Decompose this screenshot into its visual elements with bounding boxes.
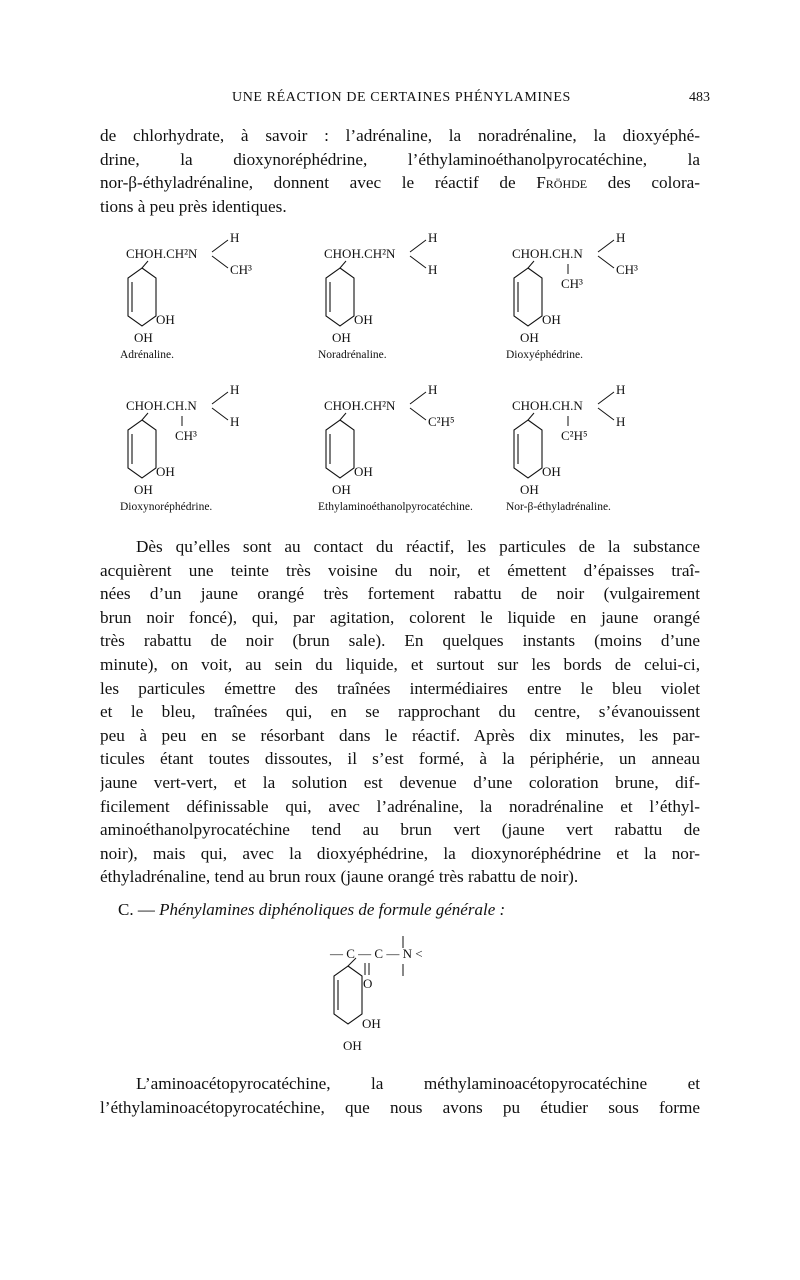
structure-drawing: [120, 228, 310, 363]
text-line: et le bleu, traînées qui, en se rapprochant du centre, s’évanouissent: [100, 702, 700, 722]
section-title: Phénylamines diphénoliques de formule générale :: [159, 900, 506, 919]
side-chain: CHOH.CH²N: [126, 246, 198, 261]
formula-caption: Dioxynoréphédrine.: [120, 501, 213, 513]
text-segment: nor-β-éthyladrénaline, donnent avec le réactif de: [100, 173, 516, 193]
structure-drawing: [506, 228, 696, 363]
formula-noradrenaline: [318, 228, 508, 363]
side-chain: CHOH.CH²N: [324, 398, 396, 413]
branch-substituent: C²H⁵: [561, 428, 588, 443]
text-line: ficilement définissable qui, avec l’adrénaline, la noradrénaline et l’éthyl-: [100, 796, 700, 816]
oh-bottom: OH: [343, 1038, 362, 1053]
formula-caption: Noradrénaline.: [318, 349, 387, 361]
upper-substituent: H: [616, 230, 626, 245]
bond-line: [598, 256, 614, 268]
oh-ring: OH: [354, 312, 373, 327]
bond-line: [410, 256, 426, 268]
oh-ring: OH: [156, 464, 175, 479]
upper-substituent: H: [230, 382, 240, 397]
oh-ring: OH: [362, 1016, 381, 1031]
text-line: éthyladrénaline, tend au brun roux (jaune orangé très rabattu de noir).: [100, 867, 579, 887]
formula-ethylaminoethanolpyrocatechine: [318, 380, 508, 515]
formula-caption: Adrénaline.: [120, 349, 174, 361]
lower-substituent: H: [230, 414, 240, 429]
formula-dioxynorephedrine: [120, 380, 310, 515]
formula-nor-beta-ethyladrenaline: [506, 380, 696, 515]
paragraph-aminoacetopyrocatechine: [100, 1072, 700, 1119]
oh-bottom: OH: [134, 330, 153, 345]
formula-caption: Nor-β-éthyladrénaline.: [506, 501, 611, 513]
structure-drawing: [318, 380, 508, 515]
oh-bottom: OH: [332, 482, 351, 497]
oh-ring: OH: [542, 464, 561, 479]
text-line: très rabattu de noir (brun sale). En quelques instants (moins d’une: [100, 631, 700, 651]
oh-bottom: OH: [134, 482, 153, 497]
text-line: l’éthylaminoacétopyrocatéchine, que nous avons pu étudier sous forme: [100, 1097, 700, 1117]
bond-line: [598, 392, 614, 404]
formula-caption: Ethylaminoéthanolpyrocatéchine.: [318, 501, 473, 513]
bond-line: [142, 261, 148, 268]
text-line: de chlorhydrate, à savoir : l’adrénaline, la noradrénaline, la dioxyéphé-: [100, 126, 700, 145]
text-line: ticules étant toutes dissoutes, il s’est formé, à la périphérie, un anneau: [100, 749, 700, 769]
bond-line: [212, 408, 228, 420]
side-chain: CHOH.CH.N: [512, 246, 583, 261]
side-chain: CHOH.CH²N: [324, 246, 396, 261]
structure-drawing: [506, 380, 696, 515]
bond-line: [212, 256, 228, 268]
text-line: jaune vert-vert, et la solution est devenue d’une coloration brune, dif-: [100, 772, 700, 792]
paragraph-intro: [100, 124, 700, 218]
bond-line: [212, 240, 228, 252]
general-formula-drawing: [326, 928, 466, 1058]
bond-line: [142, 413, 148, 420]
structure-drawing: [318, 228, 508, 363]
text-line: les particules émettre des traînées intermédiaires entre le bleu violet: [100, 678, 700, 698]
text-line: peu à peu en se résorbant dans le réactif. Après dix minutes, les par-: [100, 725, 700, 745]
text-segment: des colora-: [607, 173, 700, 193]
text-line: drine, la dioxynoréphédrine, l’éthylaminoéthanolpyrocatéchine, la: [100, 149, 700, 169]
side-chain: CHOH.CH.N: [126, 398, 197, 413]
bond-line: [340, 413, 346, 420]
lower-substituent: CH³: [616, 262, 638, 277]
text-line: tions à peu près identiques.: [100, 196, 287, 216]
upper-substituent: H: [428, 230, 438, 245]
bond-line: [528, 413, 534, 420]
bond-line: [212, 392, 228, 404]
bond-line: [410, 392, 426, 404]
paragraph-reaction: [100, 535, 700, 889]
upper-substituent: H: [428, 382, 438, 397]
section-label: C. —: [118, 900, 155, 919]
bond-line: [410, 408, 426, 420]
general-oxygen: O: [363, 976, 373, 991]
bond-line: [528, 261, 534, 268]
oh-ring: OH: [156, 312, 175, 327]
lower-substituent: H: [428, 262, 438, 277]
upper-substituent: H: [616, 382, 626, 397]
running-title: UNE RÉACTION DE CERTAINES PHÉNYLAMINES: [232, 90, 571, 105]
formula-adrenaline: [120, 228, 310, 363]
formula-general: [326, 928, 466, 1058]
structure-drawing: [120, 380, 310, 515]
running-head: [100, 90, 710, 110]
branch-substituent: CH³: [175, 428, 197, 443]
text-line: [100, 171, 700, 195]
side-chain: CHOH.CH.N: [512, 398, 583, 413]
oh-bottom: OH: [520, 482, 539, 497]
reagent-name: Fröhde: [536, 173, 588, 193]
formula-dioxyephedrine: [506, 228, 696, 363]
text-line: nées d’un jaune orangé très fortement rabattu de noir (vulgairement: [100, 584, 700, 604]
general-chain: — C — C — N <: [330, 946, 423, 961]
text-line: Dès qu’elles sont au contact du réactif, les particules de la substance: [136, 537, 700, 556]
text-line: acquièrent une teinte très voisine du noir, et émettent d’épaisses traî-: [100, 560, 700, 580]
page-number: 483: [689, 90, 710, 105]
text-line: minute), on voit, au sein du liquide, et surtout sur les bords de celui-ci,: [100, 654, 700, 674]
section-heading-c: [118, 900, 505, 920]
text-line: brun noir foncé), qui, par agitation, colorent le liquide en jaune orangé: [100, 607, 700, 627]
text-line: L’aminoacétopyrocatéchine, la méthylaminoacétopyrocatéchine et: [136, 1074, 700, 1093]
lower-substituent: H: [616, 414, 626, 429]
formula-caption: Dioxyéphédrine.: [506, 349, 583, 361]
lower-substituent: C²H⁵: [428, 414, 455, 429]
bond-line: [598, 240, 614, 252]
oh-bottom: OH: [520, 330, 539, 345]
bond-line: [340, 261, 346, 268]
oh-ring: OH: [542, 312, 561, 327]
bond-line: [598, 408, 614, 420]
lower-substituent: CH³: [230, 262, 252, 277]
oh-ring: OH: [354, 464, 373, 479]
text-line: noir), mais qui, avec la dioxyéphédrine, la dioxynoréphédrine et la nor-: [100, 843, 700, 863]
text-line: aminoéthanolpyrocatéchine tend au brun vert (jaune vert rabattu de: [100, 820, 700, 840]
oh-bottom: OH: [332, 330, 351, 345]
branch-substituent: CH³: [561, 276, 583, 291]
upper-substituent: H: [230, 230, 240, 245]
bond-line: [410, 240, 426, 252]
